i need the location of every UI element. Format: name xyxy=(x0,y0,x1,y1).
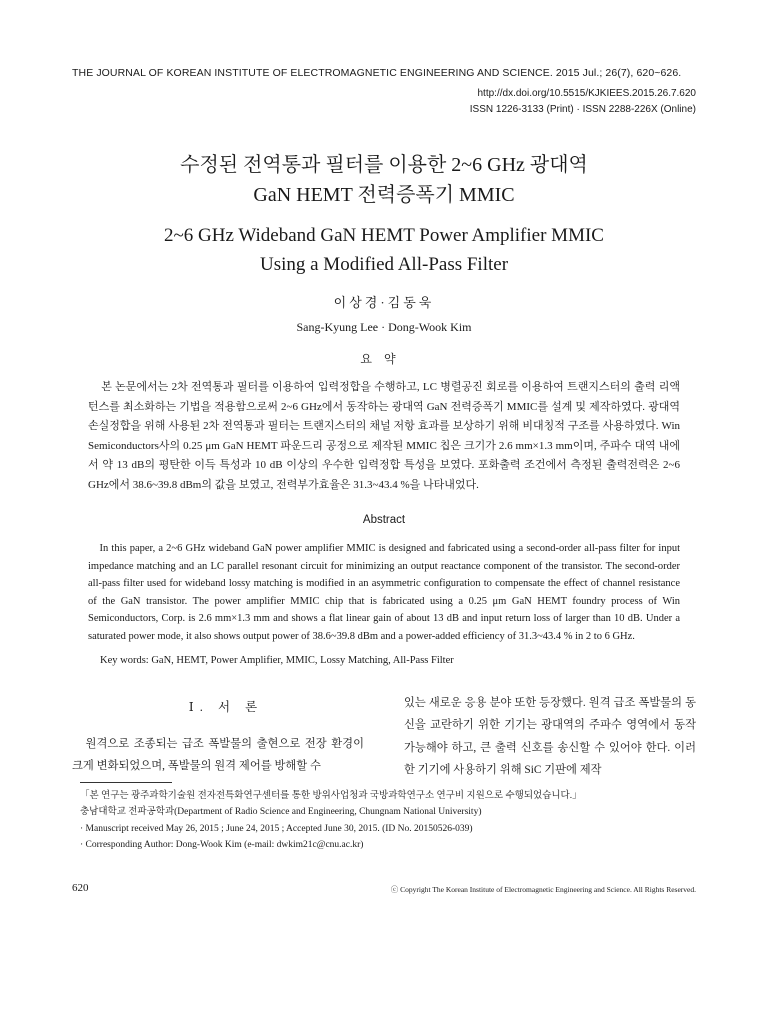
body-column-right xyxy=(404,692,696,781)
title-korean xyxy=(60,150,708,210)
title-english xyxy=(60,221,708,279)
title-english-line1: 2~6 GHz Wideband GaN HEMT Power Amplifier MMIC xyxy=(164,225,604,246)
footnote-manuscript-dates: · Manuscript received May 26, 2015 ; June 24, 2015 ; Accepted June 30, 2015. (ID No. 20150526-039) xyxy=(80,823,473,834)
footnote-affiliation: 충남대학교 전파공학과(Department of Radio Science and Engineering, Chungnam National University) xyxy=(80,807,482,818)
body-right-paragraph: 있는 새로운 응용 분야 또한 등장했다. 원격 급조 폭발물의 동신을 교란하기 위한 기기는 광대역의 주파수 영역에서 동작 가능해야 하고, 큰 출력 신호를 송신할 수 있어야 한다. 이러한 기기에 사용하기 위해 SiC 기판에 제작 xyxy=(404,697,696,776)
abstract-english xyxy=(88,540,680,646)
abstract-english-heading: Abstract xyxy=(362,514,406,526)
body-column-left xyxy=(72,733,364,777)
footnote-funding: 「본 연구는 광주과학기술원 전자전특화연구센터를 통한 방위사업청과 국방과학연구소 연구비 지원으로 수행되었습니다.」 xyxy=(80,791,582,801)
footnote-corresponding-author: · Corresponding Author: Dong-Wook Kim (e-mail: dwkim21c@cnu.ac.kr) xyxy=(80,840,364,851)
body-left-paragraph: 원격으로 조종되는 급조 폭발물의 출현으로 전장 환경이 크게 변화되었으며, 폭발물의 원격 제어를 방해할 수 xyxy=(72,738,364,772)
abstract-korean xyxy=(88,378,680,496)
footnote-divider xyxy=(80,782,172,783)
title-korean-line2: GaN HEMT 전력증폭기 MMIC xyxy=(253,184,515,206)
doi-link[interactable]: http://dx.doi.org/10.5515/KJKIEES.2015.26.7.620 xyxy=(477,88,696,99)
title-korean-line1: 수정된 전역통과 필터를 이용한 2~6 GHz 광대역 xyxy=(180,154,588,176)
section-heading-introduction: Ⅰ. 서 론 xyxy=(188,700,264,714)
abstract-english-text: In this paper, a 2~6 GHz wideband GaN power amplifier MMIC is designed and fabricated using a second-order all-pass filter for input impedance matching and an LC parallel resonant circuit for minimizing an output reactance component of the transistor. The second-order all-pass filter used for wideband lossy matching is modified in an asymmetric configuration to compensate the effect of channel resistance of the GaN transistor. The power amplifier MMIC chip that is fabricated using a 0.25 μm GaN HEMT foundry process of Win Semiconductors, Corp. is 2.6 mm×1.3 mm and shows a flat linear gain of about 13 dB and input return loss of larger than 10 dB. Under a saturated power mode, it also shows output power of 38.6~39.8 dBm and a power-added efficiency of 31.3~43.4 % in 2 to 6 GHz. xyxy=(88,543,680,642)
copyright-notice: ⓒ Copyright The Korean Institute of Electromagnetic Engineering and Science. All Rights Reserved. xyxy=(390,885,696,894)
abstract-korean-heading: 요약 xyxy=(360,352,408,366)
journal-header: THE JOURNAL OF KOREAN INSTITUTE OF ELECTROMAGNETIC ENGINEERING AND SCIENCE. 2015 Jul.; 26(7), 620~626. xyxy=(72,67,682,79)
page-number: 620 xyxy=(72,882,89,894)
authors-english: Sang-Kyung Lee · Dong-Wook Kim xyxy=(296,320,472,334)
authors-korean: 이상경·김동욱 xyxy=(333,295,435,310)
issn-line: ISSN 1226-3133 (Print) · ISSN 2288-226X (Online) xyxy=(469,104,696,115)
title-english-line2: Using a Modified All-Pass Filter xyxy=(259,254,509,275)
footnotes xyxy=(80,788,700,854)
keywords: Key words: GaN, HEMT, Power Amplifier, MMIC, Lossy Matching, All-Pass Filter xyxy=(100,655,454,666)
abstract-korean-text: 본 논문에서는 2차 전역통과 필터를 이용하여 입력정합을 수행하고, LC 병렬공진 회로를 이용하여 트랜지스터의 출력 리액턴스를 최소화하는 기법을 적용함으로써 2~6 GHz에서 동작하는 광대역 GaN 전력증폭기 MMIC를 설계 및 제작하였다. 광대역 손실정합을 위해 사용된 2차 전역통과 필터는 트랜지스터의 채널 저항 효과를 보상하기 위해 비대칭적 구조를 사용하였다. Win Semiconductors사의 0.25 μm GaN HEMT 파운드리 공정으로 제작된 MMIC 칩은 크기가 2.6 mm×1.3 mm이며, 주파수 대역 내에서 약 13 dB의 평탄한 이득 특성과 10 dB 이상의 우수한 입력정합 특성을 보였다. 포화출력 조건에서 측정된 출력전력은 2~6 GHz에서 38.6~39.8 dBm의 값을 보였고, 전력부가효율은 31.3~43.4 %을 나타내었다. xyxy=(88,381,680,491)
